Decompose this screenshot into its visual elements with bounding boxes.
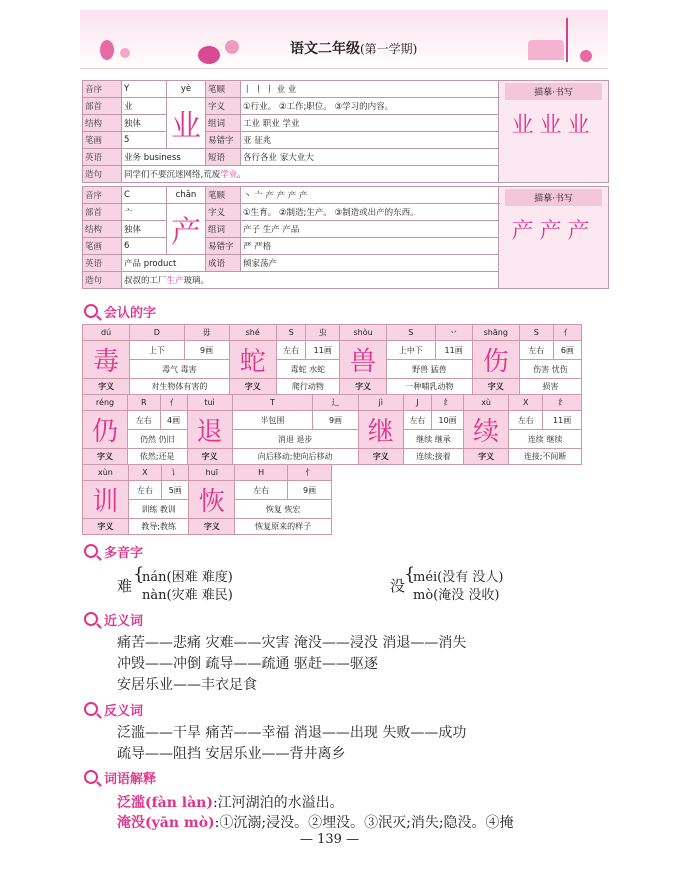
radical: 亠 bbox=[122, 204, 167, 221]
meaning: 爬行动物 bbox=[276, 379, 339, 395]
label: 字义 bbox=[229, 379, 276, 395]
sentence-end: 。 bbox=[237, 170, 246, 180]
term: 泛滥(fàn làn) bbox=[117, 795, 213, 811]
pinyin: dú bbox=[83, 325, 130, 341]
synonym-line: 安居乐业——丰衣足食 bbox=[117, 677, 257, 693]
meaning: 恢复原来的样子 bbox=[235, 519, 332, 535]
phrase: 各行各业 家大业大 bbox=[241, 149, 499, 166]
character: 退 bbox=[187, 411, 232, 449]
pinyin: chǎn bbox=[167, 187, 206, 204]
polyphone-char: 没 bbox=[390, 577, 406, 595]
words: 产子 生产 产品 bbox=[241, 221, 499, 238]
label: 描摹·书写 bbox=[505, 189, 602, 206]
character: 伤 bbox=[472, 341, 519, 379]
practice-chars: 产产产 bbox=[511, 219, 596, 244]
words: 野兽 猛兽 bbox=[387, 360, 473, 379]
confusable: 严 严格 bbox=[241, 238, 499, 255]
label: 字义 bbox=[472, 379, 519, 395]
label: 字义 bbox=[187, 449, 232, 465]
words: 毒蛇 水蛇 bbox=[276, 360, 339, 379]
magnifier-icon bbox=[84, 702, 98, 716]
yinxu: S bbox=[276, 325, 306, 341]
radical: 辶 bbox=[313, 395, 359, 411]
dot-decoration-icon bbox=[580, 50, 592, 62]
heart-decoration-icon bbox=[100, 40, 114, 60]
meaning: ①生育。 ②制造;生产。 ③制造或出产的东西。 bbox=[241, 204, 499, 221]
sentence-end: 玻璃。 bbox=[183, 276, 210, 286]
label: 结构 bbox=[83, 221, 122, 238]
structure: 上下 bbox=[130, 341, 184, 360]
structure: 左右 bbox=[235, 481, 288, 500]
magnifier-icon bbox=[84, 544, 98, 558]
yinxu: D bbox=[130, 325, 184, 341]
tree-decoration-icon bbox=[566, 18, 568, 62]
label: 字义 bbox=[358, 449, 403, 465]
stroke-count: 11画 bbox=[435, 341, 472, 360]
reading: mò(淹没 没收) bbox=[413, 588, 500, 603]
example-sentence bbox=[122, 272, 499, 289]
meaning: 对生物体有害的 bbox=[130, 379, 230, 395]
label: 笔顺 bbox=[206, 187, 241, 204]
yinxu: J bbox=[403, 395, 431, 411]
label: 造句 bbox=[83, 272, 122, 289]
english: 业务 business bbox=[122, 149, 206, 166]
label: 组词 bbox=[206, 115, 241, 132]
label: 音序 bbox=[83, 187, 122, 204]
words: 恢复 恢宏 bbox=[235, 500, 332, 519]
pinyin: xùn bbox=[83, 465, 129, 481]
character: 恢 bbox=[189, 481, 235, 519]
idiom: 倾家荡产 bbox=[241, 255, 499, 272]
antonym-line: 疏导——阻挡 安居乐业——背井离乡 bbox=[117, 746, 346, 762]
label: 描摹·书写 bbox=[505, 83, 602, 100]
section-heading-antonym bbox=[84, 700, 143, 719]
highlight-word: 生产 bbox=[166, 276, 184, 286]
pinyin: shāng bbox=[472, 325, 519, 341]
structure: 独体 bbox=[122, 221, 167, 238]
subtitle-text: (第一学期) bbox=[360, 42, 418, 56]
label: 短语 bbox=[206, 149, 241, 166]
meaning: 一种哺乳动物 bbox=[387, 379, 473, 395]
house-decoration-icon bbox=[528, 40, 564, 60]
words: 伤害 忧伤 bbox=[519, 360, 581, 379]
meaning: 损害 bbox=[519, 379, 581, 395]
character: 训 bbox=[83, 481, 129, 519]
label: 字义 bbox=[339, 379, 386, 395]
stroke-count: 10画 bbox=[432, 411, 464, 430]
pinyin: tuì bbox=[187, 395, 232, 411]
structure: 左右 bbox=[519, 341, 553, 360]
label: 字义 bbox=[206, 204, 241, 221]
magnifier-icon bbox=[84, 304, 98, 318]
section-title: 词语解释 bbox=[104, 772, 157, 787]
radical: 亻 bbox=[160, 395, 187, 411]
structure: 左右 bbox=[128, 411, 161, 430]
section-heading-polyphone bbox=[84, 542, 143, 561]
meaning: 连续;接着 bbox=[403, 449, 463, 465]
structure: 独体 bbox=[122, 115, 167, 132]
yinxu: C bbox=[122, 187, 167, 204]
label: 成语 bbox=[206, 255, 241, 272]
page-number: — 139 — bbox=[300, 832, 360, 847]
explain-line bbox=[117, 792, 344, 812]
radical: 忄 bbox=[288, 465, 332, 481]
words: 训练 教训 bbox=[128, 500, 189, 519]
char-card-ye bbox=[82, 80, 609, 183]
meaning: 依然;还是 bbox=[128, 449, 188, 465]
magnifier-icon bbox=[84, 612, 98, 626]
structure: 左右 bbox=[403, 411, 431, 430]
radical: 纟 bbox=[543, 395, 582, 411]
brace-icon: { bbox=[133, 564, 145, 585]
label: 英语 bbox=[83, 255, 122, 272]
stroke-count: 5 bbox=[122, 132, 167, 149]
label: 组词 bbox=[206, 221, 241, 238]
words: 消退 退步 bbox=[232, 430, 358, 449]
section-title: 多音字 bbox=[104, 546, 144, 561]
english: 产品 product bbox=[122, 255, 206, 272]
recognize-row bbox=[82, 394, 582, 465]
yinxu: H bbox=[235, 465, 288, 481]
confusable: 亚 征兆 bbox=[241, 132, 499, 149]
label: 字义 bbox=[83, 449, 128, 465]
stroke-count: 9画 bbox=[184, 341, 229, 360]
stroke-count: 9画 bbox=[313, 411, 359, 430]
meaning: ①行业。 ②工作;职位。 ③学习的内容。 bbox=[241, 98, 499, 115]
radical: 虫 bbox=[306, 325, 340, 341]
stroke-count: 4画 bbox=[160, 411, 187, 430]
character: 毒 bbox=[83, 341, 130, 379]
yinxu: X bbox=[509, 395, 543, 411]
title-text: 语文二年级 bbox=[290, 41, 360, 57]
words: 继续 继承 bbox=[403, 430, 463, 449]
antonym-line: 泛滥——干旱 痛苦——幸福 消退——出现 失败——成功 bbox=[117, 725, 467, 741]
yinxu: X bbox=[128, 465, 161, 481]
section-title: 近义词 bbox=[104, 614, 144, 629]
radical: 毋 bbox=[184, 325, 229, 341]
explain-line bbox=[117, 812, 514, 832]
radical: 丷 bbox=[435, 325, 472, 341]
polyphone-char: 难 bbox=[117, 577, 133, 595]
structure: 半包围 bbox=[232, 411, 313, 430]
heart-decoration-icon bbox=[225, 40, 239, 54]
label: 字义 bbox=[206, 98, 241, 115]
character: 蛇 bbox=[229, 341, 276, 379]
structure: 左右 bbox=[128, 481, 161, 500]
label: 造句 bbox=[83, 166, 122, 183]
label: 部首 bbox=[83, 98, 122, 115]
label: 笔画 bbox=[83, 132, 122, 149]
stroke-count: 6 bbox=[122, 238, 167, 255]
stroke-count: 5画 bbox=[161, 481, 188, 500]
pinyin: réng bbox=[83, 395, 128, 411]
words: 毒气 毒害 bbox=[130, 360, 230, 379]
dot-decoration-icon bbox=[120, 48, 130, 58]
radical: 业 bbox=[122, 98, 167, 115]
label: 笔画 bbox=[83, 238, 122, 255]
character: 继 bbox=[358, 411, 403, 449]
char-card-chan bbox=[82, 186, 609, 289]
words: 工业 职业 学业 bbox=[241, 115, 499, 132]
pinyin: jì bbox=[358, 395, 403, 411]
reading: nàn(灾难 难民) bbox=[142, 588, 233, 603]
label: 字义 bbox=[83, 519, 129, 535]
recognize-row bbox=[82, 464, 332, 535]
structure: 左右 bbox=[509, 411, 543, 430]
character: 续 bbox=[464, 411, 509, 449]
words: 连续 继续 bbox=[509, 430, 582, 449]
yinxu: T bbox=[232, 395, 313, 411]
brace-icon: { bbox=[404, 564, 416, 585]
structure: 上中下 bbox=[387, 341, 435, 360]
label: 笔顺 bbox=[206, 81, 241, 98]
recognize-row bbox=[82, 324, 582, 395]
stroke-count: 11画 bbox=[543, 411, 582, 430]
label: 字义 bbox=[464, 449, 509, 465]
yinxu: Y bbox=[122, 81, 167, 98]
radical: 亻 bbox=[553, 325, 581, 341]
stroke-count: 11画 bbox=[306, 341, 340, 360]
radical: 纟 bbox=[432, 395, 464, 411]
section-title: 会认的字 bbox=[104, 306, 157, 321]
stroke-order: 丶 亠 产 产 产 产 bbox=[241, 187, 499, 204]
pinyin: huī bbox=[189, 465, 235, 481]
practice-box[interactable] bbox=[499, 187, 609, 289]
label: 字义 bbox=[83, 379, 130, 395]
reading: méi(没有 没人) bbox=[413, 570, 504, 585]
label: 字义 bbox=[189, 519, 235, 535]
synonym-line: 冲毁——冲倒 疏导——疏通 驱赶——驱逐 bbox=[117, 656, 378, 672]
practice-chars: 业业业 bbox=[511, 113, 596, 138]
yinxu: R bbox=[128, 395, 161, 411]
magnifier-icon bbox=[84, 770, 98, 784]
section-title: 反义词 bbox=[104, 704, 144, 719]
sentence-text: 同学们不要沉迷网络,荒废 bbox=[124, 170, 221, 180]
definition: :江河湖泊的水溢出。 bbox=[212, 795, 344, 811]
practice-box[interactable] bbox=[499, 81, 609, 183]
meaning: 教导;教练 bbox=[128, 519, 189, 535]
pinyin: shé bbox=[229, 325, 276, 341]
stroke-count: 6画 bbox=[553, 341, 581, 360]
section-heading-explain bbox=[84, 768, 156, 787]
meaning: 向后移动;使向后移动 bbox=[232, 449, 358, 465]
reading: nán(困难 难度) bbox=[142, 570, 233, 585]
label: 结构 bbox=[83, 115, 122, 132]
definition: :①沉溺;浸没。②埋没。③泯灭;消失;隐没。④掩 bbox=[214, 815, 514, 831]
label: 部首 bbox=[83, 204, 122, 221]
character: 兽 bbox=[339, 341, 386, 379]
words: 仍然 仍旧 bbox=[128, 430, 188, 449]
section-heading-recognize bbox=[84, 302, 156, 321]
pinyin: yè bbox=[167, 81, 206, 98]
heart-decoration-icon bbox=[198, 46, 220, 64]
stroke-count: 9画 bbox=[288, 481, 332, 500]
pinyin: shòu bbox=[339, 325, 386, 341]
stroke-order: 丨 丨 丨 业 业 bbox=[241, 81, 499, 98]
main-character: 产 bbox=[167, 204, 206, 255]
term: 淹没(yān mò) bbox=[117, 815, 215, 831]
main-character: 业 bbox=[167, 98, 206, 149]
label: 英语 bbox=[83, 149, 122, 166]
sentence-text: 叔叔的工厂 bbox=[124, 276, 167, 286]
highlight-word: 学业 bbox=[220, 170, 238, 180]
label: 易错字 bbox=[206, 238, 241, 255]
structure: 左右 bbox=[276, 341, 306, 360]
label: 易错字 bbox=[206, 132, 241, 149]
synonym-line: 痛苦——悲痛 灾难——灾害 淹没——浸没 消退——消失 bbox=[117, 635, 467, 651]
yinxu: S bbox=[519, 325, 553, 341]
pinyin: xù bbox=[464, 395, 509, 411]
yinxu: S bbox=[387, 325, 435, 341]
page-title bbox=[290, 38, 417, 58]
meaning: 连接;不间断 bbox=[509, 449, 582, 465]
label: 音序 bbox=[83, 81, 122, 98]
character: 仍 bbox=[83, 411, 128, 449]
section-heading-synonym bbox=[84, 610, 143, 629]
radical: 讠 bbox=[161, 465, 188, 481]
example-sentence bbox=[122, 166, 499, 183]
